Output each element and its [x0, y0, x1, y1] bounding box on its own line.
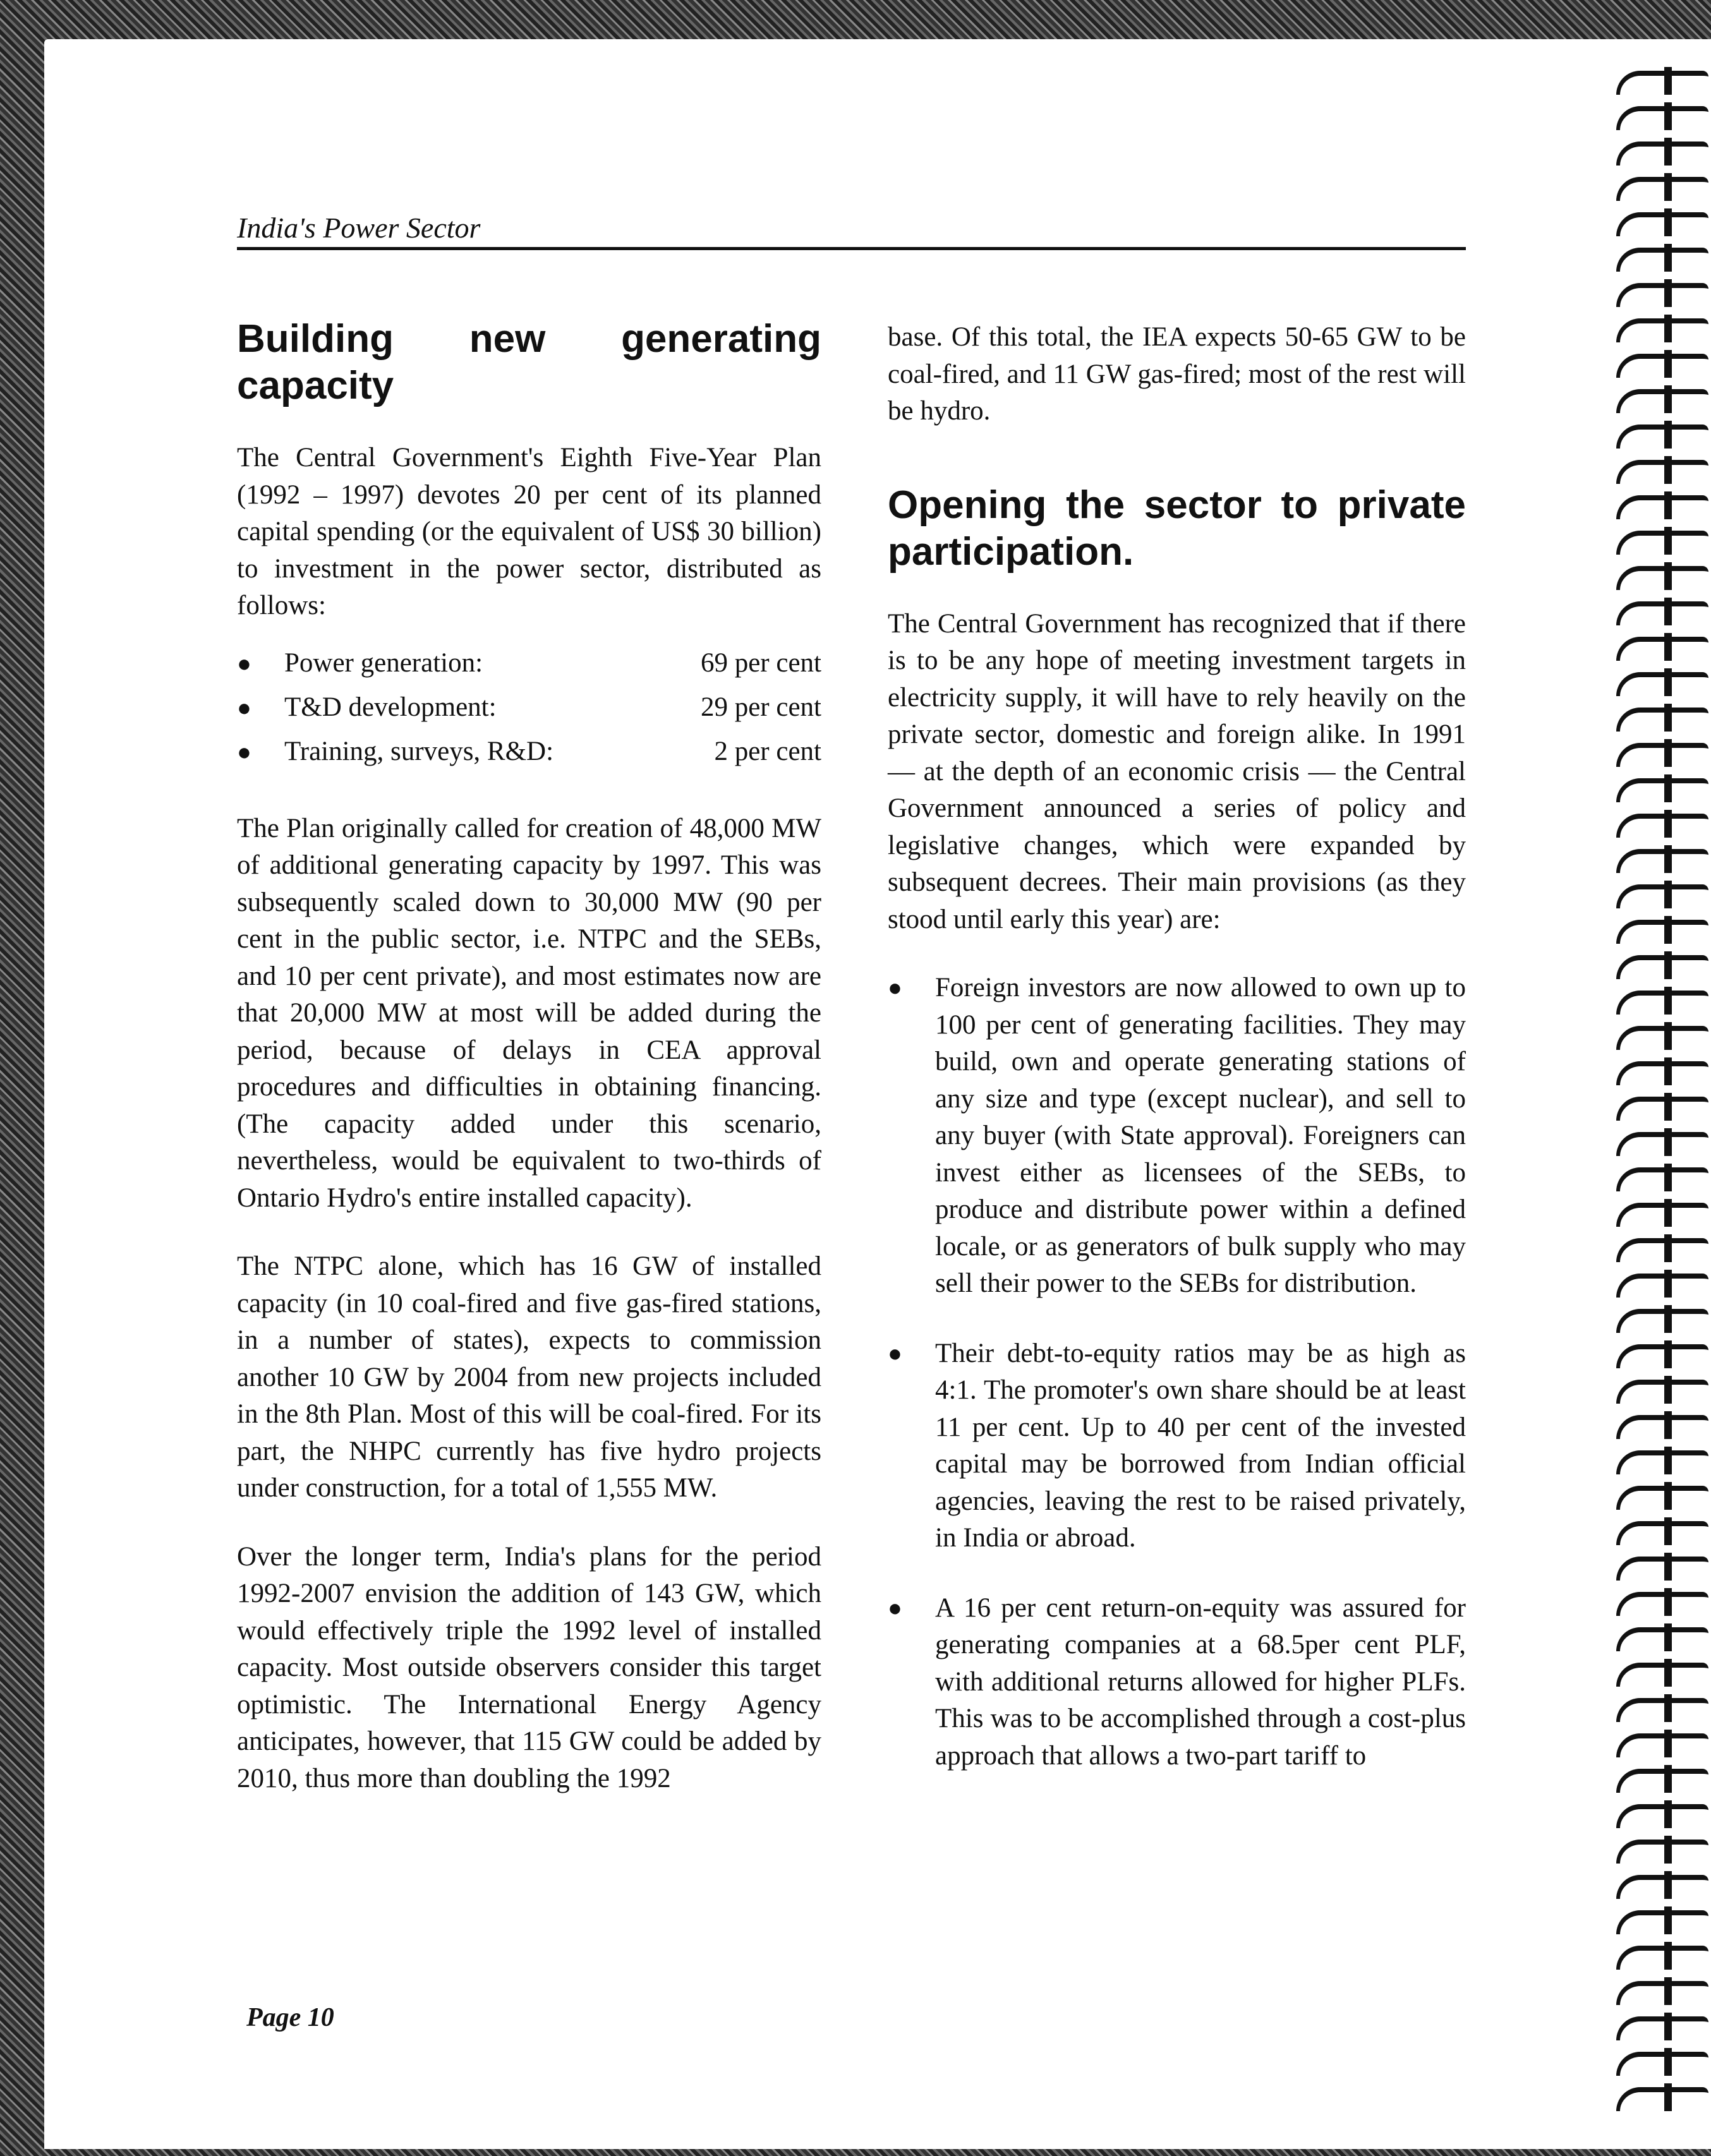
bullet-icon: ●	[237, 738, 251, 766]
spiral-coil	[1616, 389, 1708, 413]
allocation-label: Training, surveys, R&D:	[284, 736, 554, 766]
spiral-coil	[1616, 601, 1708, 625]
spiral-coil	[1616, 637, 1708, 661]
spiral-coil	[1616, 1946, 1708, 1970]
bullet-icon: ●	[888, 975, 902, 1001]
spiral-coil	[1616, 1450, 1708, 1474]
spiral-coil	[1616, 1663, 1708, 1687]
spiral-coil	[1616, 248, 1708, 272]
spiral-coil	[1616, 106, 1708, 130]
spiral-coil	[1616, 283, 1708, 307]
spiral-coil	[1616, 1061, 1708, 1085]
spiral-binding	[1604, 39, 1711, 2149]
spiral-coil	[1616, 531, 1708, 555]
left-column	[237, 316, 821, 1829]
spiral-coil	[1616, 1132, 1708, 1156]
paragraph: Over the longer term, India's plans for the period 1992-2007 envision the addition of 143 GW, which would effectively triple the 1992 level of installed capacity. Most outside observers consider this target optimistic. The International Energy Agency anticipates, however, that 115 GW could be added by 2010, thus more than doubling the 1992	[237, 1541, 821, 1793]
spiral-coil	[1616, 566, 1708, 590]
spiral-coil	[1616, 495, 1708, 519]
spiral-coil	[1616, 1521, 1708, 1545]
spiral-coil	[1616, 1981, 1708, 2005]
spiral-coil	[1616, 1097, 1708, 1121]
running-header: India's Power Sector	[237, 211, 1466, 250]
spiral-coil	[1616, 1698, 1708, 1722]
allocation-value: 69 per cent	[700, 647, 821, 678]
allocation-item	[237, 733, 821, 778]
spiral-coil	[1616, 708, 1708, 732]
list-item-text: Foreign investors are now allowed to own up to 100 per cent of generating facilities. They may build, own and operate generating stations of any size and type (except nuclear), and sell to any buyer (with State approval). Foreigners can invest either as licensees of the SEBs, to produce and distribute power within a defined locale, or as generators of bulk supply who may sell their power to the SEBs for distribution.	[935, 973, 1466, 1298]
spiral-coil	[1616, 1875, 1708, 1899]
spiral-coil	[1616, 2087, 1708, 2111]
provisions-list	[888, 970, 1466, 1774]
spiral-coil	[1616, 1627, 1708, 1651]
spiral-coil	[1616, 743, 1708, 767]
spiral-coil	[1616, 920, 1708, 944]
allocation-label: Power generation:	[284, 647, 483, 678]
spiral-coil	[1616, 1910, 1708, 1934]
list-item-text: Their debt-to-equity ratios may be as high as 4:1. The promoter's own share should be at least 11 per cent. Up to 40 per cent of the invested capital may be borrowed from Indian official agencies, leaving the rest to be raised privately, in India or abroad.	[935, 1338, 1466, 1553]
spiral-coil	[1616, 955, 1708, 979]
allocation-value: 29 per cent	[700, 692, 821, 722]
spiral-coil	[1616, 354, 1708, 378]
spiral-coil	[1616, 1733, 1708, 1757]
allocation-item	[237, 689, 821, 733]
spiral-coil	[1616, 849, 1708, 873]
spiral-coil	[1616, 318, 1708, 342]
spiral-coil	[1616, 212, 1708, 236]
paragraph: The Central Government has recognized that if there is to be any hope of meeting investment targets in electricity supply, it will have to rely heavily on the private sector, domestic and foreign alike. In 1991 — at the depth of an economic crisis — the Central Government announced a series of policy and legislative changes, which were expanded by subsequent decrees. Their main provisions (as they stood until early this year) are:	[888, 608, 1466, 934]
spiral-coil	[1616, 177, 1708, 201]
spiral-coil	[1616, 778, 1708, 802]
paragraph: The Plan originally called for creation of 48,000 MW of additional generating capacity by 1997. This was subsequently scaled down to 30,000 MW (90 per cent in the public sector, i.e. NTPC and the SEBs, and 10 per cent private), and most estimates now are that 20,000 MW at most will be added during the period, because of delays in CEA approval procedures and difficulties in obtaining financing. (The capacity added under this scenario, nevertheless, would be equivalent to two-thirds of Ontario Hydro's entire installed capacity).	[237, 813, 821, 1213]
section-heading-building: Building new generating capacity	[237, 317, 821, 407]
spiral-coil	[1616, 1026, 1708, 1050]
spiral-coil	[1616, 1167, 1708, 1191]
spiral-coil	[1616, 672, 1708, 696]
bullet-icon: ●	[888, 1594, 902, 1622]
allocation-label: T&D development:	[284, 692, 497, 722]
right-column	[888, 319, 1466, 1807]
bullet-icon: ●	[237, 694, 251, 721]
spiral-coil	[1616, 1380, 1708, 1404]
spiral-coil	[1616, 1203, 1708, 1227]
spiral-coil	[1616, 814, 1708, 838]
spiral-coil	[1616, 884, 1708, 908]
spiral-coil	[1616, 1309, 1708, 1333]
list-item	[888, 1590, 1466, 1775]
spiral-coil	[1616, 1804, 1708, 1828]
list-item-text: A 16 per cent return-on-equity was assured for generating companies at a 68.5per cent PLF, with additional returns allowed for higher PLFs. This was to be accomplished through a cost-plus approach that allows a two-part tariff to	[935, 1593, 1466, 1771]
bullet-icon: ●	[237, 650, 251, 677]
paragraph: The Central Government's Eighth Five-Year Plan (1992 – 1997) devotes 20 per cent of its planned capital spending (or the equivalent of US$ 30 billion) to investment in the power sector, distributed as follows:	[237, 443, 821, 620]
bullet-icon: ●	[888, 1340, 902, 1367]
spiral-coil	[1616, 991, 1708, 1015]
spiral-coil	[1616, 2016, 1708, 2040]
page-number: Page 10	[246, 2003, 334, 2032]
spiral-coil	[1616, 460, 1708, 484]
allocation-value: 2 per cent	[714, 736, 821, 766]
paragraph: base. Of this total, the IEA expects 50-65 GW to be coal-fired, and 11 GW gas-fired; most of the rest will be hydro.	[888, 322, 1466, 426]
list-item	[888, 1335, 1466, 1557]
allocation-item	[237, 645, 821, 689]
spiral-coil	[1616, 142, 1708, 166]
allocation-list	[237, 645, 821, 778]
spiral-coil	[1616, 1557, 1708, 1581]
spiral-coil	[1616, 1274, 1708, 1298]
spiral-coil	[1616, 1592, 1708, 1616]
spiral-coil	[1616, 71, 1708, 95]
paragraph: The NTPC alone, which has 16 GW of installed capacity (in 10 coal-fired and five gas-fired stations, in a number of states), expects to commission another 10 GW by 2004 from new projects included in the 8th Plan. Most of this will be coal-fired. For its part, the NHPC currently has five hydro projects under construction, for a total of 1,555 MW.	[237, 1251, 821, 1503]
list-item	[888, 970, 1466, 1303]
spiral-coil	[1616, 1769, 1708, 1793]
spiral-coil	[1616, 1486, 1708, 1510]
spiral-coil	[1616, 1238, 1708, 1262]
spiral-coil	[1616, 1840, 1708, 1864]
spiral-coil	[1616, 1344, 1708, 1368]
spiral-coil	[1616, 1415, 1708, 1439]
spiral-coil	[1616, 2052, 1708, 2076]
spiral-coil	[1616, 425, 1708, 449]
section-heading-opening: Opening the sector to private participation.	[888, 483, 1466, 574]
